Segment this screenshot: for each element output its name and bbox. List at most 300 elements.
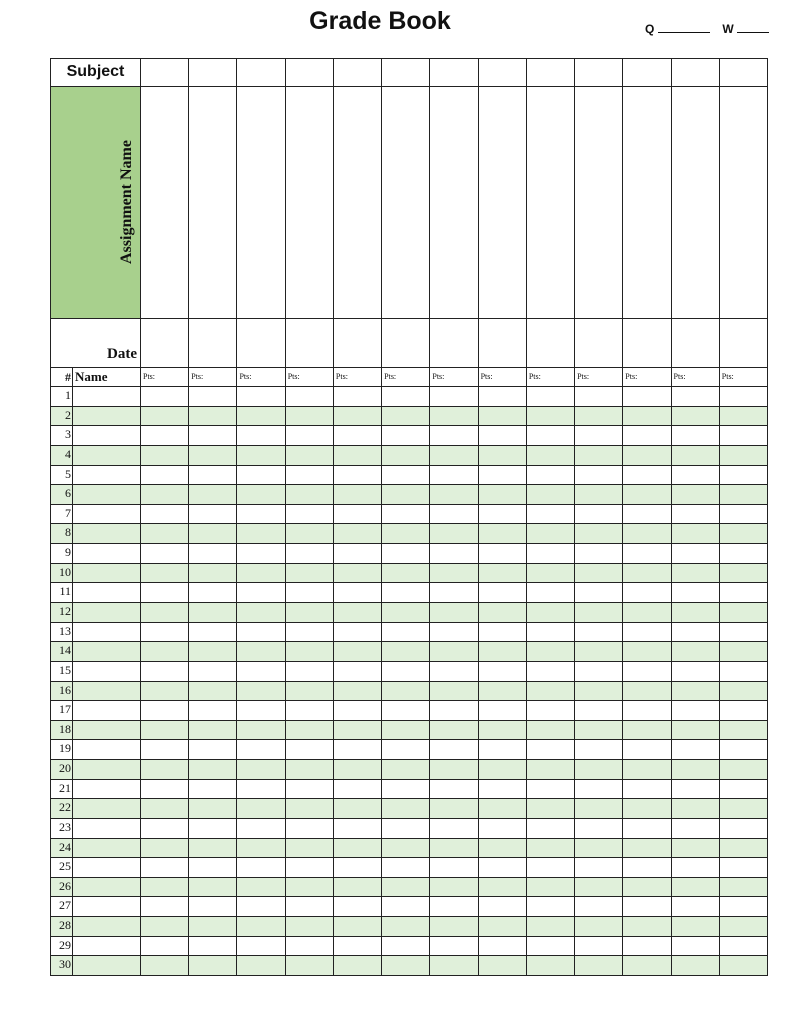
- grade-cell[interactable]: [285, 936, 333, 956]
- grade-cell[interactable]: [671, 955, 719, 975]
- grade-cell[interactable]: [429, 877, 477, 897]
- grade-cell[interactable]: [719, 484, 767, 504]
- grade-cell[interactable]: [333, 838, 381, 858]
- grade-cell[interactable]: [188, 759, 236, 779]
- student-name-cell[interactable]: [72, 641, 140, 661]
- grade-cell[interactable]: [719, 779, 767, 799]
- grade-cell[interactable]: [671, 838, 719, 858]
- grade-cell[interactable]: [526, 779, 574, 799]
- grade-cell[interactable]: [671, 445, 719, 465]
- grade-cell[interactable]: [526, 955, 574, 975]
- grade-cell[interactable]: [333, 602, 381, 622]
- grade-cell[interactable]: [140, 936, 188, 956]
- grade-cell[interactable]: [719, 602, 767, 622]
- grade-cell[interactable]: [429, 896, 477, 916]
- grade-cell[interactable]: [140, 523, 188, 543]
- grade-cell[interactable]: [622, 759, 670, 779]
- grade-cell[interactable]: [236, 543, 284, 563]
- grade-cell[interactable]: [381, 523, 429, 543]
- grade-cell[interactable]: [429, 955, 477, 975]
- student-name-cell[interactable]: [72, 602, 140, 622]
- grade-cell[interactable]: [285, 641, 333, 661]
- grade-cell[interactable]: [236, 523, 284, 543]
- grade-cell[interactable]: [236, 916, 284, 936]
- grade-cell[interactable]: [622, 425, 670, 445]
- grade-cell[interactable]: [381, 877, 429, 897]
- grade-cell[interactable]: [188, 582, 236, 602]
- grade-cell[interactable]: [574, 543, 622, 563]
- grade-cell[interactable]: [671, 465, 719, 485]
- grade-cell[interactable]: [671, 582, 719, 602]
- grade-cell[interactable]: [333, 896, 381, 916]
- grade-cell[interactable]: [285, 779, 333, 799]
- grade-cell[interactable]: [671, 563, 719, 583]
- grade-cell[interactable]: [478, 563, 526, 583]
- grade-cell[interactable]: [188, 504, 236, 524]
- grade-cell[interactable]: [140, 896, 188, 916]
- grade-cell[interactable]: [140, 700, 188, 720]
- subject-cell[interactable]: [333, 58, 381, 86]
- student-name-cell[interactable]: [72, 896, 140, 916]
- grade-cell[interactable]: [188, 484, 236, 504]
- grade-cell[interactable]: [671, 936, 719, 956]
- grade-cell[interactable]: [188, 955, 236, 975]
- grade-cell[interactable]: [333, 818, 381, 838]
- grade-cell[interactable]: [333, 739, 381, 759]
- grade-cell[interactable]: [429, 523, 477, 543]
- grade-cell[interactable]: [381, 445, 429, 465]
- grade-cell[interactable]: [333, 543, 381, 563]
- student-name-cell[interactable]: [72, 877, 140, 897]
- grade-cell[interactable]: [236, 739, 284, 759]
- grade-cell[interactable]: [671, 504, 719, 524]
- grade-cell[interactable]: [140, 877, 188, 897]
- grade-cell[interactable]: [671, 877, 719, 897]
- grade-cell[interactable]: [333, 563, 381, 583]
- grade-cell[interactable]: [478, 406, 526, 426]
- grade-cell[interactable]: [478, 661, 526, 681]
- grade-cell[interactable]: [188, 661, 236, 681]
- grade-cell[interactable]: [622, 720, 670, 740]
- grade-cell[interactable]: [140, 838, 188, 858]
- grade-cell[interactable]: [622, 955, 670, 975]
- subject-cell[interactable]: [719, 58, 767, 86]
- grade-cell[interactable]: [381, 504, 429, 524]
- grade-cell[interactable]: [526, 622, 574, 642]
- grade-cell[interactable]: [478, 818, 526, 838]
- grade-cell[interactable]: [381, 386, 429, 406]
- student-name-cell[interactable]: [72, 955, 140, 975]
- student-name-cell[interactable]: [72, 779, 140, 799]
- grade-cell[interactable]: [574, 739, 622, 759]
- grade-cell[interactable]: [622, 465, 670, 485]
- assignment-name-cell[interactable]: [526, 86, 574, 318]
- assignment-name-cell[interactable]: [381, 86, 429, 318]
- grade-cell[interactable]: [333, 720, 381, 740]
- grade-cell[interactable]: [719, 857, 767, 877]
- assignment-name-cell[interactable]: [285, 86, 333, 318]
- grade-cell[interactable]: [236, 955, 284, 975]
- grade-cell[interactable]: [188, 543, 236, 563]
- grade-cell[interactable]: [285, 622, 333, 642]
- grade-cell[interactable]: [188, 936, 236, 956]
- grade-cell[interactable]: [333, 445, 381, 465]
- grade-cell[interactable]: [574, 798, 622, 818]
- grade-cell[interactable]: [381, 484, 429, 504]
- grade-cell[interactable]: [188, 720, 236, 740]
- grade-cell[interactable]: [285, 838, 333, 858]
- grade-cell[interactable]: [381, 916, 429, 936]
- grade-cell[interactable]: [429, 916, 477, 936]
- grade-cell[interactable]: [236, 857, 284, 877]
- grade-cell[interactable]: [622, 681, 670, 701]
- grade-cell[interactable]: [719, 739, 767, 759]
- grade-cell[interactable]: [719, 563, 767, 583]
- grade-cell[interactable]: [574, 759, 622, 779]
- grade-cell[interactable]: [622, 838, 670, 858]
- assignment-name-cell[interactable]: [429, 86, 477, 318]
- date-cell[interactable]: [719, 318, 767, 367]
- assignment-name-cell[interactable]: [719, 86, 767, 318]
- grade-cell[interactable]: [526, 857, 574, 877]
- date-cell[interactable]: [188, 318, 236, 367]
- grade-cell[interactable]: [719, 955, 767, 975]
- grade-cell[interactable]: [429, 386, 477, 406]
- grade-cell[interactable]: [285, 720, 333, 740]
- grade-cell[interactable]: [285, 877, 333, 897]
- grade-cell[interactable]: [285, 759, 333, 779]
- assignment-name-cell[interactable]: [622, 86, 670, 318]
- subject-cell[interactable]: [671, 58, 719, 86]
- grade-cell[interactable]: [719, 936, 767, 956]
- grade-cell[interactable]: [333, 406, 381, 426]
- student-name-cell[interactable]: [72, 582, 140, 602]
- grade-cell[interactable]: [671, 857, 719, 877]
- date-cell[interactable]: [285, 318, 333, 367]
- student-name-cell[interactable]: [72, 818, 140, 838]
- grade-cell[interactable]: [478, 936, 526, 956]
- grade-cell[interactable]: [478, 877, 526, 897]
- grade-cell[interactable]: [526, 563, 574, 583]
- grade-cell[interactable]: [236, 936, 284, 956]
- grade-cell[interactable]: [285, 406, 333, 426]
- grade-cell[interactable]: [140, 386, 188, 406]
- date-cell[interactable]: [671, 318, 719, 367]
- grade-cell[interactable]: [236, 445, 284, 465]
- grade-cell[interactable]: [140, 759, 188, 779]
- grade-cell[interactable]: [574, 484, 622, 504]
- grade-cell[interactable]: [671, 425, 719, 445]
- grade-cell[interactable]: [285, 700, 333, 720]
- grade-cell[interactable]: [719, 661, 767, 681]
- student-name-cell[interactable]: [72, 386, 140, 406]
- grade-cell[interactable]: [622, 582, 670, 602]
- grade-cell[interactable]: [671, 818, 719, 838]
- grade-cell[interactable]: [719, 818, 767, 838]
- grade-cell[interactable]: [526, 720, 574, 740]
- grade-cell[interactable]: [236, 700, 284, 720]
- grade-cell[interactable]: [622, 877, 670, 897]
- grade-cell[interactable]: [478, 759, 526, 779]
- grade-cell[interactable]: [285, 857, 333, 877]
- student-name-cell[interactable]: [72, 504, 140, 524]
- grade-cell[interactable]: [574, 523, 622, 543]
- date-cell[interactable]: [429, 318, 477, 367]
- grade-cell[interactable]: [478, 641, 526, 661]
- date-cell[interactable]: [236, 318, 284, 367]
- grade-cell[interactable]: [719, 465, 767, 485]
- subject-cell[interactable]: [140, 58, 188, 86]
- grade-cell[interactable]: [285, 445, 333, 465]
- grade-cell[interactable]: [333, 700, 381, 720]
- grade-cell[interactable]: [622, 916, 670, 936]
- grade-cell[interactable]: [381, 838, 429, 858]
- student-name-cell[interactable]: [72, 484, 140, 504]
- grade-cell[interactable]: [671, 720, 719, 740]
- grade-cell[interactable]: [526, 759, 574, 779]
- grade-cell[interactable]: [429, 700, 477, 720]
- grade-cell[interactable]: [478, 465, 526, 485]
- grade-cell[interactable]: [671, 661, 719, 681]
- grade-cell[interactable]: [188, 563, 236, 583]
- grade-cell[interactable]: [381, 406, 429, 426]
- grade-cell[interactable]: [188, 681, 236, 701]
- grade-cell[interactable]: [285, 661, 333, 681]
- grade-cell[interactable]: [622, 484, 670, 504]
- grade-cell[interactable]: [671, 779, 719, 799]
- grade-cell[interactable]: [188, 641, 236, 661]
- grade-cell[interactable]: [478, 779, 526, 799]
- student-name-cell[interactable]: [72, 406, 140, 426]
- grade-cell[interactable]: [526, 504, 574, 524]
- grade-cell[interactable]: [333, 622, 381, 642]
- grade-cell[interactable]: [140, 543, 188, 563]
- grade-cell[interactable]: [285, 916, 333, 936]
- grade-cell[interactable]: [478, 720, 526, 740]
- grade-cell[interactable]: [333, 523, 381, 543]
- grade-cell[interactable]: [188, 798, 236, 818]
- grade-cell[interactable]: [285, 563, 333, 583]
- grade-cell[interactable]: [236, 838, 284, 858]
- grade-cell[interactable]: [671, 484, 719, 504]
- grade-cell[interactable]: [526, 681, 574, 701]
- student-name-cell[interactable]: [72, 857, 140, 877]
- assignment-name-cell[interactable]: [236, 86, 284, 318]
- subject-cell[interactable]: [574, 58, 622, 86]
- student-name-cell[interactable]: [72, 838, 140, 858]
- grade-cell[interactable]: [622, 818, 670, 838]
- grade-cell[interactable]: [719, 916, 767, 936]
- grade-cell[interactable]: [574, 936, 622, 956]
- date-cell[interactable]: [140, 318, 188, 367]
- grade-cell[interactable]: [671, 700, 719, 720]
- grade-cell[interactable]: [671, 896, 719, 916]
- grade-cell[interactable]: [188, 406, 236, 426]
- grade-cell[interactable]: [188, 700, 236, 720]
- date-cell[interactable]: [622, 318, 670, 367]
- grade-cell[interactable]: [574, 896, 622, 916]
- grade-cell[interactable]: [188, 622, 236, 642]
- grade-cell[interactable]: [429, 602, 477, 622]
- grade-cell[interactable]: [381, 896, 429, 916]
- grade-cell[interactable]: [622, 700, 670, 720]
- grade-cell[interactable]: [429, 936, 477, 956]
- grade-cell[interactable]: [285, 739, 333, 759]
- grade-cell[interactable]: [478, 523, 526, 543]
- grade-cell[interactable]: [574, 877, 622, 897]
- student-name-cell[interactable]: [72, 425, 140, 445]
- grade-cell[interactable]: [429, 465, 477, 485]
- student-name-cell[interactable]: [72, 936, 140, 956]
- grade-cell[interactable]: [526, 877, 574, 897]
- grade-cell[interactable]: [526, 523, 574, 543]
- grade-cell[interactable]: [719, 386, 767, 406]
- grade-cell[interactable]: [236, 406, 284, 426]
- grade-cell[interactable]: [236, 602, 284, 622]
- student-name-cell[interactable]: [72, 700, 140, 720]
- grade-cell[interactable]: [478, 445, 526, 465]
- grade-cell[interactable]: [381, 798, 429, 818]
- grade-cell[interactable]: [574, 602, 622, 622]
- student-name-cell[interactable]: [72, 445, 140, 465]
- grade-cell[interactable]: [526, 386, 574, 406]
- grade-cell[interactable]: [719, 406, 767, 426]
- grade-cell[interactable]: [719, 681, 767, 701]
- grade-cell[interactable]: [188, 779, 236, 799]
- grade-cell[interactable]: [574, 916, 622, 936]
- grade-cell[interactable]: [719, 445, 767, 465]
- subject-cell[interactable]: [478, 58, 526, 86]
- student-name-cell[interactable]: [72, 681, 140, 701]
- grade-cell[interactable]: [285, 465, 333, 485]
- grade-cell[interactable]: [622, 857, 670, 877]
- grade-cell[interactable]: [381, 641, 429, 661]
- grade-cell[interactable]: [671, 759, 719, 779]
- grade-cell[interactable]: [478, 857, 526, 877]
- grade-cell[interactable]: [429, 779, 477, 799]
- grade-cell[interactable]: [333, 877, 381, 897]
- grade-cell[interactable]: [140, 916, 188, 936]
- grade-cell[interactable]: [285, 681, 333, 701]
- grade-cell[interactable]: [381, 543, 429, 563]
- grade-cell[interactable]: [622, 543, 670, 563]
- grade-cell[interactable]: [574, 563, 622, 583]
- grade-cell[interactable]: [526, 582, 574, 602]
- subject-cell[interactable]: [188, 58, 236, 86]
- grade-cell[interactable]: [333, 425, 381, 445]
- grade-cell[interactable]: [140, 602, 188, 622]
- student-name-cell[interactable]: [72, 916, 140, 936]
- grade-cell[interactable]: [671, 523, 719, 543]
- grade-cell[interactable]: [526, 896, 574, 916]
- grade-cell[interactable]: [429, 504, 477, 524]
- grade-cell[interactable]: [381, 661, 429, 681]
- grade-cell[interactable]: [140, 504, 188, 524]
- grade-cell[interactable]: [333, 759, 381, 779]
- grade-cell[interactable]: [140, 681, 188, 701]
- assignment-name-cell[interactable]: [478, 86, 526, 318]
- grade-cell[interactable]: [236, 681, 284, 701]
- grade-cell[interactable]: [574, 661, 622, 681]
- subject-cell[interactable]: [526, 58, 574, 86]
- grade-cell[interactable]: [622, 602, 670, 622]
- grade-cell[interactable]: [719, 720, 767, 740]
- grade-cell[interactable]: [429, 818, 477, 838]
- grade-cell[interactable]: [236, 720, 284, 740]
- grade-cell[interactable]: [719, 877, 767, 897]
- grade-cell[interactable]: [526, 798, 574, 818]
- grade-cell[interactable]: [285, 425, 333, 445]
- grade-cell[interactable]: [526, 936, 574, 956]
- grade-cell[interactable]: [333, 661, 381, 681]
- grade-cell[interactable]: [236, 425, 284, 445]
- grade-cell[interactable]: [429, 720, 477, 740]
- assignment-name-cell[interactable]: [574, 86, 622, 318]
- grade-cell[interactable]: [236, 582, 284, 602]
- grade-cell[interactable]: [622, 896, 670, 916]
- grade-cell[interactable]: [526, 641, 574, 661]
- grade-cell[interactable]: [285, 602, 333, 622]
- grade-cell[interactable]: [140, 641, 188, 661]
- grade-cell[interactable]: [236, 759, 284, 779]
- grade-cell[interactable]: [381, 465, 429, 485]
- student-name-cell[interactable]: [72, 523, 140, 543]
- student-name-cell[interactable]: [72, 563, 140, 583]
- grade-cell[interactable]: [574, 641, 622, 661]
- grade-cell[interactable]: [526, 916, 574, 936]
- grade-cell[interactable]: [140, 818, 188, 838]
- grade-cell[interactable]: [381, 857, 429, 877]
- grade-cell[interactable]: [429, 484, 477, 504]
- grade-cell[interactable]: [622, 445, 670, 465]
- grade-cell[interactable]: [333, 504, 381, 524]
- grade-cell[interactable]: [140, 955, 188, 975]
- grade-cell[interactable]: [285, 582, 333, 602]
- grade-cell[interactable]: [719, 896, 767, 916]
- grade-cell[interactable]: [140, 445, 188, 465]
- grade-cell[interactable]: [622, 936, 670, 956]
- grade-cell[interactable]: [140, 661, 188, 681]
- grade-cell[interactable]: [333, 936, 381, 956]
- grade-cell[interactable]: [574, 681, 622, 701]
- grade-cell[interactable]: [188, 916, 236, 936]
- grade-cell[interactable]: [671, 916, 719, 936]
- grade-cell[interactable]: [188, 838, 236, 858]
- grade-cell[interactable]: [188, 896, 236, 916]
- student-name-cell[interactable]: [72, 759, 140, 779]
- grade-cell[interactable]: [333, 484, 381, 504]
- grade-cell[interactable]: [333, 779, 381, 799]
- grade-cell[interactable]: [478, 739, 526, 759]
- grade-cell[interactable]: [574, 622, 622, 642]
- grade-cell[interactable]: [236, 641, 284, 661]
- grade-cell[interactable]: [671, 543, 719, 563]
- grade-cell[interactable]: [574, 406, 622, 426]
- grade-cell[interactable]: [429, 543, 477, 563]
- grade-cell[interactable]: [188, 857, 236, 877]
- grade-cell[interactable]: [671, 681, 719, 701]
- grade-cell[interactable]: [333, 641, 381, 661]
- grade-cell[interactable]: [429, 739, 477, 759]
- grade-cell[interactable]: [622, 779, 670, 799]
- grade-cell[interactable]: [333, 798, 381, 818]
- grade-cell[interactable]: [526, 700, 574, 720]
- grade-cell[interactable]: [671, 739, 719, 759]
- grade-cell[interactable]: [285, 955, 333, 975]
- grade-cell[interactable]: [188, 877, 236, 897]
- grade-cell[interactable]: [671, 386, 719, 406]
- grade-cell[interactable]: [381, 622, 429, 642]
